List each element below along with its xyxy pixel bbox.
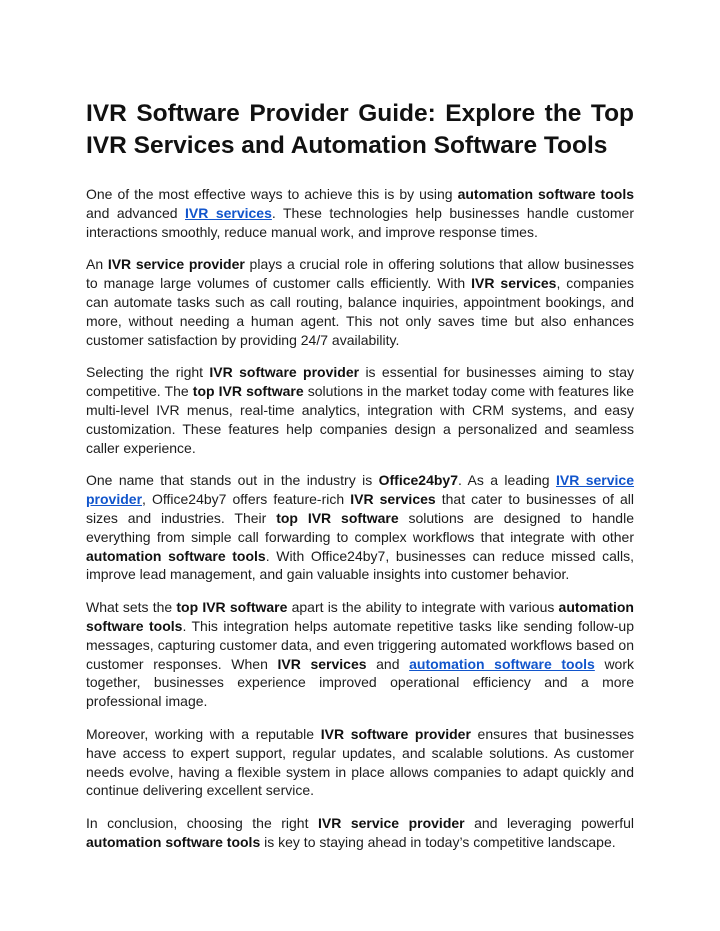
bold-phrase: IVR software provider <box>320 725 471 742</box>
ivr-service-provider-link[interactable]: IVR service provider <box>86 472 635 508</box>
bold-phrase: automation software tools <box>86 547 266 564</box>
bold-phrase: automation software tools <box>457 186 634 202</box>
text: , Office24by7 offers feature-rich <box>142 491 351 508</box>
paragraph-1 <box>86 185 634 241</box>
text: that cater to businesses of all sizes and industries. Their <box>86 491 634 526</box>
text: . This integration helps automate repetitive tasks like sending follow-up messages, capturing customer data, and even triggering automated workflows based on customer responses. When <box>86 617 635 672</box>
text: In conclusion, choosing the right <box>86 815 318 832</box>
text: An <box>86 256 108 273</box>
bold-phrase: IVR service provider <box>317 815 465 832</box>
text: solutions in the market today come with features like multi-level IVR menus, real-time analytics, integration with CRM systems, and easy customization. These features help companies design a personalized and seamless caller experience. <box>86 383 634 456</box>
text: work together, businesses experience improved operational efficiency and a more professional image. <box>86 655 635 710</box>
title-line-1: IVR Software Provider Guide: Explore the Top <box>86 100 634 127</box>
document-title <box>86 98 634 162</box>
text: ensures that businesses have access to expert support, regular updates, and scalable solutions. As customer needs evolve, having a flexible system in place allows companies to adapt quickly and continue delivering excellent service. <box>86 725 635 799</box>
text: plays a crucial role in offering solutions that allow businesses to manage large volumes of customer calls efficiently. With <box>86 256 635 292</box>
document-page <box>86 98 634 866</box>
text: What sets the <box>86 599 177 616</box>
text: and advanced <box>86 204 186 221</box>
bold-phrase: IVR services <box>277 655 367 672</box>
text: is essential for businesses aiming to stay competitive. The <box>86 364 634 400</box>
paragraph-3 <box>86 363 634 457</box>
text: One name that stands out in the industry is <box>86 472 379 489</box>
bold-phrase: IVR service provider <box>107 256 245 273</box>
paragraph-6 <box>86 725 634 800</box>
title-line-2: IVR Services and Automation Software Tools <box>86 132 608 159</box>
bold-phrase: automation software tools <box>86 833 261 850</box>
bold-phrase: automation software tools <box>86 599 634 634</box>
text: . With Office24by7, businesses can reduce missed calls, improve lead management, and gain valuable insights into customer behavior. <box>86 547 635 583</box>
bold-phrase: IVR services <box>350 491 436 508</box>
paragraph-7 <box>86 814 634 852</box>
automation-software-tools-link[interactable]: automation software tools <box>409 655 595 672</box>
ivr-services-link[interactable]: IVR services <box>185 204 272 221</box>
paragraph-4 <box>86 471 634 584</box>
text: . These technologies help businesses handle customer interactions smoothly, reduce manual work, and improve response times. <box>86 204 634 240</box>
bold-phrase: IVR software provider <box>209 364 360 381</box>
text: . As a leading <box>458 472 556 489</box>
paragraph-2 <box>86 255 634 349</box>
bold-phrase: top IVR software <box>192 383 304 400</box>
text: apart is the ability to integrate with various <box>287 599 559 616</box>
bold-phrase: Office24by7 <box>378 472 458 489</box>
text: One of the most effective ways to achieve this is by using <box>86 186 458 202</box>
text: and <box>366 655 410 672</box>
text: and leveraging powerful <box>464 815 635 832</box>
text: Selecting the right <box>86 364 210 381</box>
text: is key to staying ahead in today’s competitive landscape. <box>260 833 616 850</box>
text: solutions are designed to handle everything from simple call forwarding to complex workflows that integrate with other <box>86 509 634 545</box>
text: , companies can automate tasks such as call routing, balance inquiries, appointment bookings, and more, without needing a human agent. This not only saves time but also enhances customer satisfaction by providing 24/7 availability. <box>86 275 634 348</box>
text: Moreover, working with a reputable <box>86 725 321 742</box>
bold-phrase: top IVR software <box>276 509 399 526</box>
paragraph-5 <box>86 598 634 711</box>
bold-phrase: IVR services <box>471 275 557 292</box>
bold-phrase: top IVR software <box>176 599 288 616</box>
